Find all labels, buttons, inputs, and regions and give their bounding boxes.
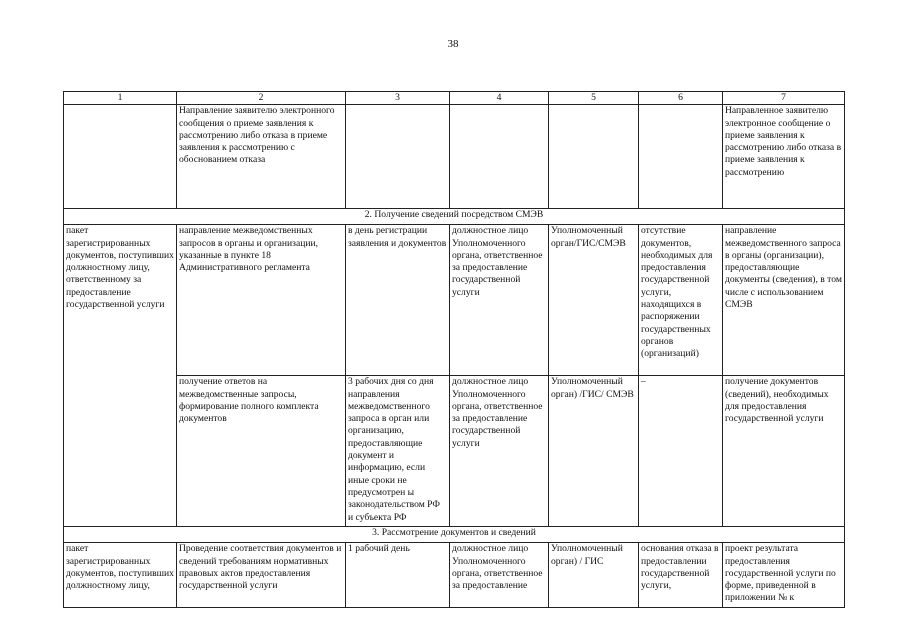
table-cell: проект результата предоставления государственной услуги по форме, приведенной в приложении № к: [723, 543, 845, 608]
table-cell: направление межведомственных запросов в органы и организации, указанные в пункте 18 Административного регламента: [177, 225, 346, 376]
column-header: 2: [177, 92, 346, 105]
column-header: 1: [64, 92, 177, 105]
table-cell: основания отказа в предоставлении государственной услуги,: [639, 543, 723, 608]
table-cell: Уполномоченный орган) /ГИС/ СМЭВ: [549, 376, 639, 527]
column-header: 6: [639, 92, 723, 105]
table-cell: направление межведомственного запроса в органы (организации), предоставляющие документы (сведения), в том числе с использованием СМЭВ: [723, 225, 845, 376]
table-cell: [346, 105, 450, 209]
table-cell: в день регистрации заявления и документов: [346, 225, 450, 376]
table-cell: [549, 105, 639, 209]
table-row: [64, 225, 845, 376]
table-cell: [450, 105, 549, 209]
column-header: 3: [346, 92, 450, 105]
table-cell: [639, 105, 723, 209]
page-number: 38: [447, 38, 459, 50]
table-cell: пакет зарегистрированных документов, поступивших должностному лицу, ответственному за предоставление государственной услуги: [64, 225, 177, 527]
procedure-table: [63, 91, 845, 608]
table-cell: должностное лицо Уполномоченного органа, ответственное за предоставление государственной услуги: [450, 225, 549, 376]
column-header: 7: [723, 92, 845, 105]
section-title: 3. Рассмотрение документов и сведений: [64, 527, 845, 543]
section-title: 2. Получение сведений посредством СМЭВ: [64, 209, 845, 225]
table-cell: [64, 105, 177, 209]
column-header: 5: [549, 92, 639, 105]
table-cell: Направленное заявителю электронное сообщение о приеме заявления к рассмотрению либо отказа в приеме заявления к рассмотрению: [723, 105, 845, 209]
table-cell: должностное лицо Уполномоченного органа, ответственное за предоставление: [450, 543, 549, 608]
table-cell: Проведение соответствия документов и сведений требованиям нормативных правовых актов предоставления государственной услуги: [177, 543, 346, 608]
table-cell: Уполномоченный орган/ГИС/СМЭВ: [549, 225, 639, 376]
header-row: [64, 92, 845, 105]
table-cell: Направление заявителю электронного сообщения о приеме заявления к рассмотрению либо отказа в приеме заявления к рассмотрению с обоснованием отказа: [177, 105, 346, 209]
table-cell: –: [639, 376, 723, 527]
table-cell: должностное лицо Уполномоченного органа, ответственное за предоставление государственной услуги: [450, 376, 549, 527]
table-row: [64, 376, 845, 527]
table-cell: 3 рабочих дня со дня направления межведомственного запроса в орган или организацию, предоставляющие документ и информацию, если иные сроки не предусмотрен ы законодательством РФ и субъекта РФ: [346, 376, 450, 527]
section-row: [64, 209, 845, 225]
table-cell: получение документов (сведений), необходимых для предоставления государственной услуги: [723, 376, 845, 527]
table-cell: получение ответов на межведомственные запросы, формирование полного комплекта документов: [177, 376, 346, 527]
section-row: [64, 527, 845, 543]
table-row: [64, 543, 845, 608]
table-row: [64, 105, 845, 209]
table-cell: 1 рабочий день: [346, 543, 450, 608]
column-header: 4: [450, 92, 549, 105]
table-cell: отсутствие документов, необходимых для предоставления государственной услуги, находящихся в распоряжении государственных органов (организаций): [639, 225, 723, 376]
table-cell: Уполномоченный орган) / ГИС: [549, 543, 639, 608]
table-cell: пакет зарегистрированных документов, поступивших должностному лицу,: [64, 543, 177, 608]
